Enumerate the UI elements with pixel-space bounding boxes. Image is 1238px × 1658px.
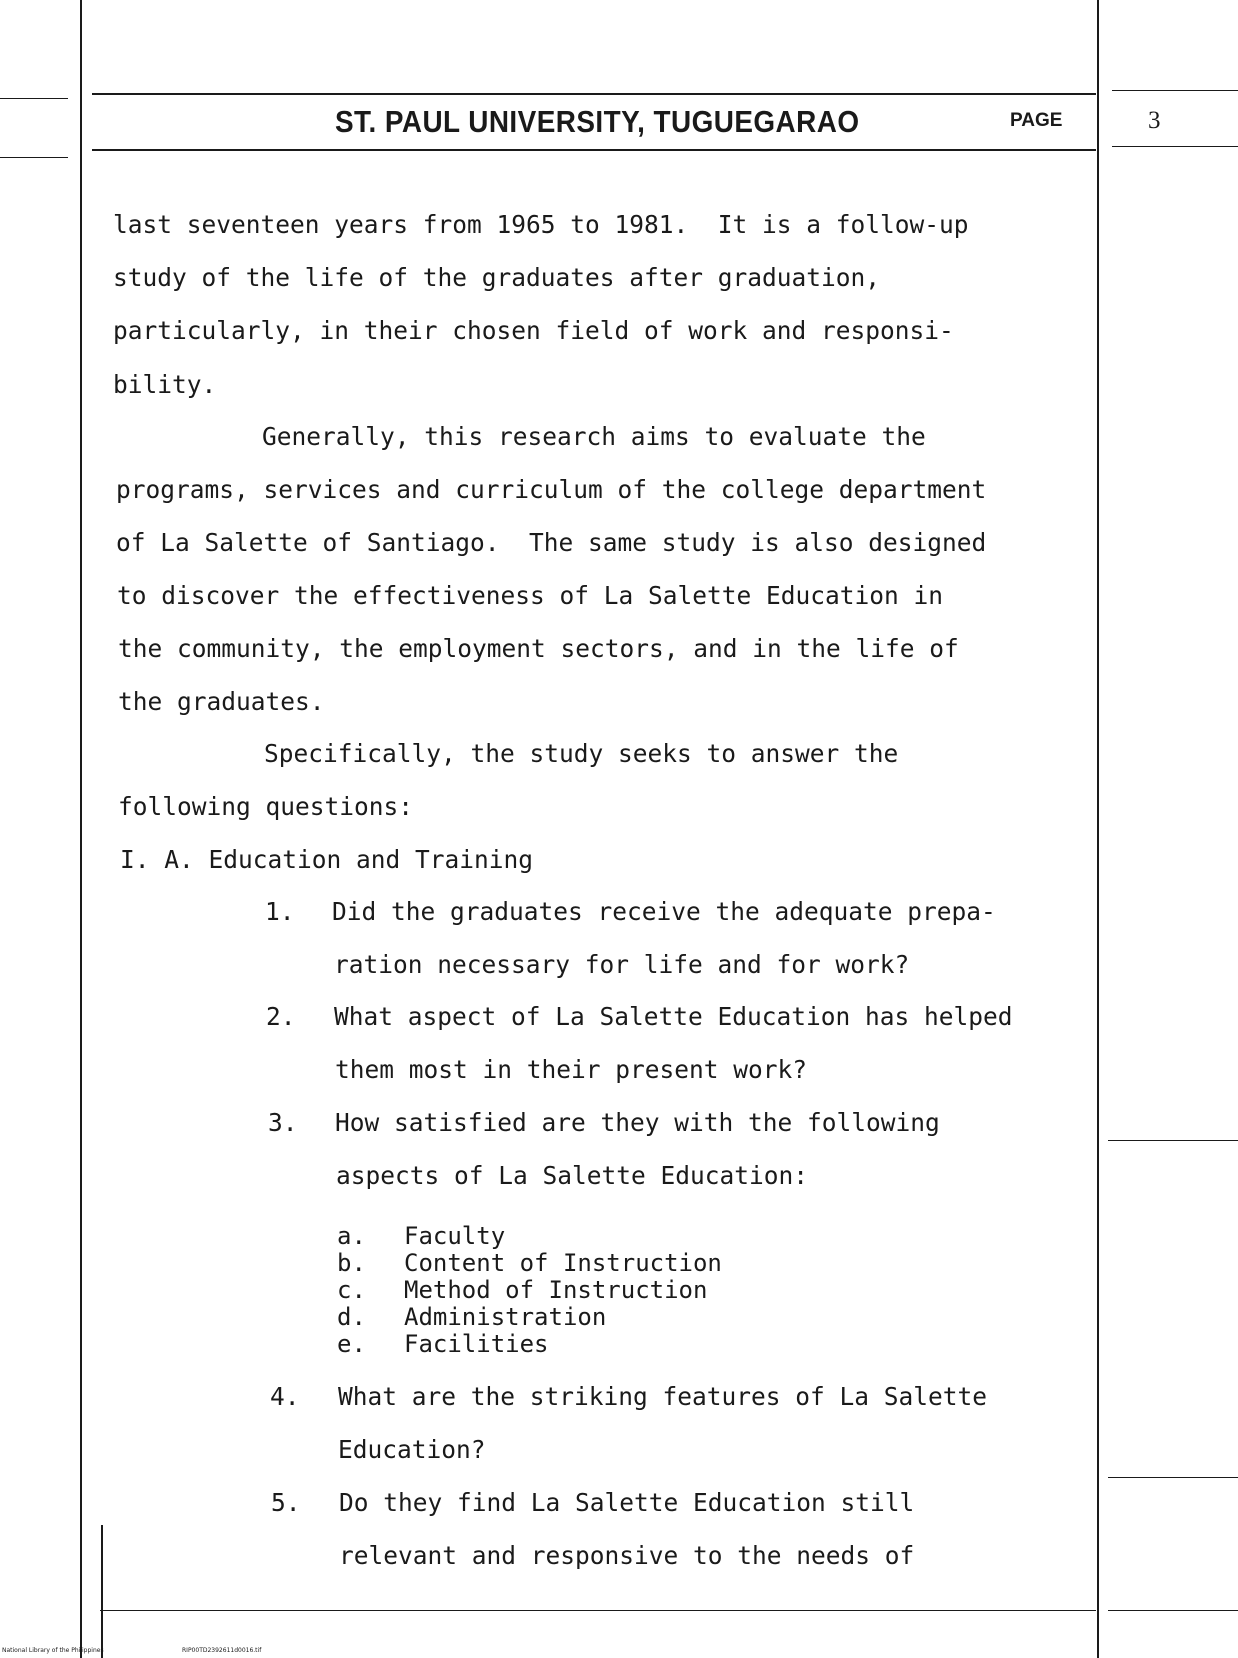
body-line: Generally, this research aims to evaluate the bbox=[262, 422, 926, 451]
aspect-letter: d. bbox=[337, 1303, 366, 1331]
question-number: 2. bbox=[266, 1002, 296, 1031]
footer-rule bbox=[100, 1610, 1096, 1611]
question-text: Education? bbox=[338, 1435, 486, 1464]
question-number: 4. bbox=[270, 1382, 300, 1411]
right-tick-bottom bbox=[1112, 146, 1238, 147]
body-line: the community, the employment sectors, and in the life of bbox=[118, 634, 959, 663]
page-header-title: ST. PAUL UNIVERSITY, TUGUEGARAO bbox=[335, 104, 860, 139]
body-line: following questions: bbox=[118, 792, 414, 821]
aspect-text: Faculty bbox=[404, 1222, 506, 1250]
right-tick-mid-1 bbox=[1108, 1140, 1238, 1141]
question-text: Do they find La Salette Education still bbox=[339, 1488, 915, 1517]
question-text: What are the striking features of La Salette bbox=[338, 1382, 988, 1411]
body-line: bility. bbox=[113, 370, 217, 399]
page-number: 3 bbox=[1148, 107, 1161, 134]
header-bottom-rule bbox=[92, 149, 1096, 151]
section-heading: I. A. Education and Training bbox=[120, 845, 534, 874]
right-margin-rule bbox=[1097, 0, 1099, 1658]
body-line: the graduates. bbox=[118, 687, 325, 716]
question-text: aspects of La Salette Education: bbox=[336, 1161, 809, 1190]
body-line: programs, services and curriculum of the college department bbox=[116, 475, 987, 504]
body-line: Specifically, the study seeks to answer the bbox=[264, 739, 899, 768]
aspect-text: Facilities bbox=[404, 1330, 549, 1358]
aspect-letter: b. bbox=[337, 1249, 366, 1277]
library-credit: National Library of the Philippines bbox=[2, 1647, 104, 1654]
question-number: 3. bbox=[268, 1108, 298, 1137]
right-tick-mid-2 bbox=[1108, 1477, 1238, 1478]
left-margin-rule-short bbox=[101, 1525, 103, 1658]
question-number: 5. bbox=[271, 1488, 301, 1517]
left-tick-bottom bbox=[0, 157, 68, 158]
question-text: How satisfied are they with the following bbox=[335, 1108, 940, 1137]
right-tick-top bbox=[1112, 90, 1238, 91]
aspect-text: Content of Instruction bbox=[404, 1249, 722, 1277]
body-line: study of the life of the graduates after graduation, bbox=[113, 263, 881, 292]
question-text: ration necessary for life and for work? bbox=[334, 950, 910, 979]
question-text: them most in their present work? bbox=[335, 1055, 808, 1084]
aspect-letter: a. bbox=[337, 1222, 366, 1250]
right-tick-bottom-2 bbox=[1108, 1610, 1238, 1611]
scan-file-id: RIP00TD2392611d0016.tif bbox=[182, 1647, 262, 1654]
question-text: relevant and responsive to the needs of bbox=[339, 1541, 915, 1570]
aspect-text: Method of Instruction bbox=[404, 1276, 708, 1304]
question-number: 1. bbox=[265, 897, 295, 926]
body-line: of La Salette of Santiago. The same study is also designed bbox=[116, 528, 987, 557]
body-line: last seventeen years from 1965 to 1981. It is a follow-up bbox=[113, 210, 969, 239]
left-margin-rule bbox=[80, 0, 82, 1658]
aspect-letter: c. bbox=[337, 1276, 366, 1304]
aspect-letter: e. bbox=[337, 1330, 366, 1358]
body-line: to discover the effectiveness of La Salette Education in bbox=[117, 581, 944, 610]
aspect-text: Administration bbox=[404, 1303, 607, 1331]
body-line: particularly, in their chosen field of work and responsi- bbox=[113, 316, 954, 345]
question-text: Did the graduates receive the adequate prepa- bbox=[332, 897, 996, 926]
page-label: PAGE bbox=[1010, 110, 1063, 131]
question-text: What aspect of La Salette Education has helped bbox=[334, 1002, 1013, 1031]
header-top-rule bbox=[92, 93, 1096, 95]
left-tick-top bbox=[0, 98, 68, 99]
